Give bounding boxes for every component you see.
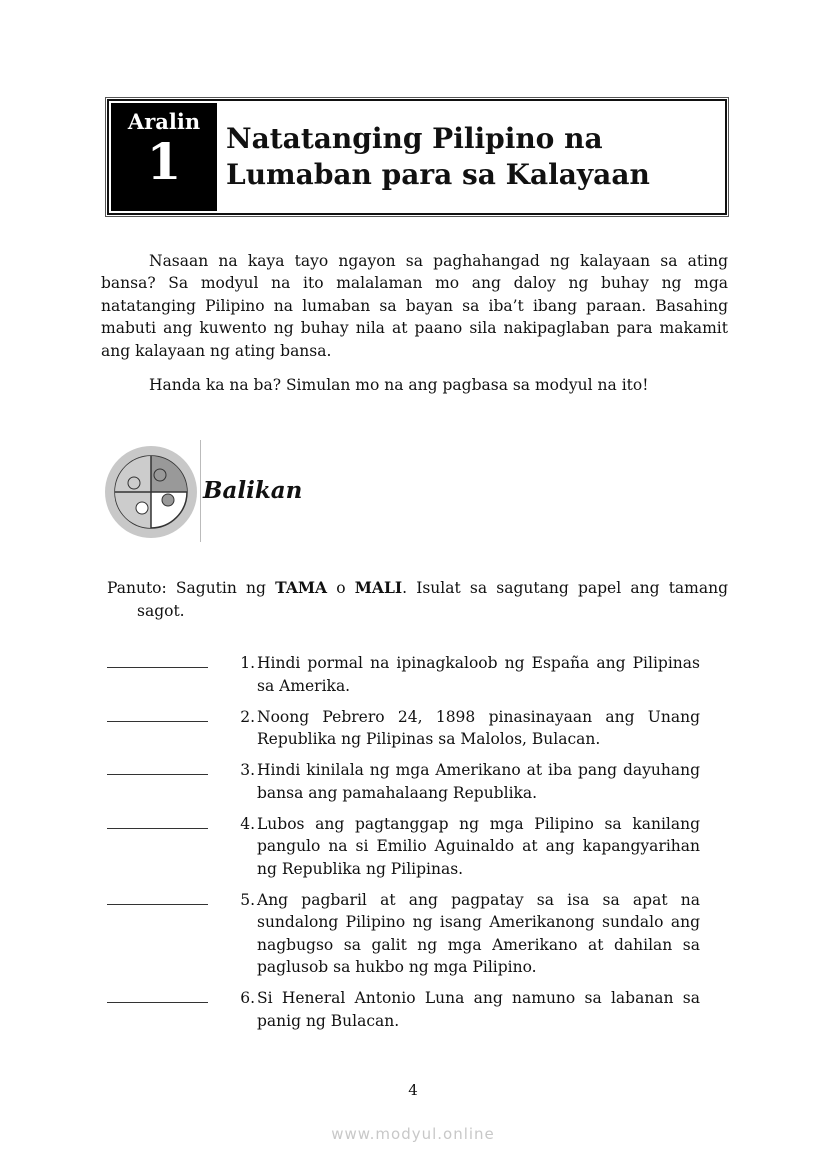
puzzle-icon	[104, 445, 198, 539]
instructions: Panuto: Sagutin ng TAMA o MALI. Isulat sa sagutang papel ang tamang sagot.	[107, 578, 729, 620]
lesson-title	[226, 121, 650, 193]
watermark: www.modyul.online	[331, 1125, 495, 1143]
lesson-label: Aralin	[127, 109, 201, 134]
question-text: Si Heneral Antonio Luna ang namuno sa labanan sa panig ng Bulacan.	[257, 989, 700, 1030]
page-number: 4	[408, 1081, 418, 1099]
question-number: 1.	[240, 654, 255, 672]
question-number: 3.	[240, 761, 255, 779]
question-item	[107, 706, 700, 751]
question-text: Hindi kinilala ng mga Amerikano at iba pang dayuhang bansa ang pamahalaang Republika.	[257, 761, 700, 802]
lesson-badge	[111, 103, 219, 211]
question-item	[107, 889, 700, 979]
question-item	[107, 987, 700, 1032]
question-text: Lubos ang pagtanggap ng mga Pilipino sa kanilang pangulo na si Emilio Aguinaldo at ang kapangyarihan ng Republika ng Pilipinas.	[257, 814, 700, 878]
question-number: 2.	[240, 707, 255, 726]
question-item	[107, 759, 700, 804]
intro-question: Handa ka na ba? Simulan mo na ang pagbasa sa modyul na ito!	[149, 376, 649, 395]
lesson-header	[107, 99, 727, 215]
intro	[101, 250, 728, 396]
section-divider	[200, 440, 201, 542]
section-title: Balikan	[203, 477, 303, 504]
answer-blank	[107, 813, 208, 829]
answer-blank	[107, 987, 208, 1003]
answer-blank	[107, 759, 208, 775]
title-line-1: Natatanging Pilipino na	[226, 122, 603, 155]
intro-paragraph: Nasaan na kaya tayo ngayon sa paghahangad ng kalayaan sa ating bansa? Sa modyul na ito malalaman mo ang daloy ng buhay ng mga natatanging Pilipino na lumaban sa bayan sa iba’t ibang paraan. Basahing mabuti ang kuwento ng buhay nila at paano sila nakipaglaban para makamit ang kalayaan ng ating bansa.	[101, 252, 728, 360]
answer-blank	[107, 706, 208, 722]
question-text: Noong Pebrero 24, 1898 pinasinayaan ang Unang Republika ng Pilipinas sa Malolos, Bulacan.	[257, 707, 700, 748]
question-list	[107, 652, 700, 1041]
question-item	[107, 652, 700, 697]
answer-blank	[107, 889, 208, 905]
answer-blank	[107, 652, 208, 668]
question-item	[107, 813, 700, 881]
question-number: 5.	[240, 890, 255, 909]
question-text: Ang pagbaril at ang pagpatay sa isa sa apat na sundalong Pilipino ng isang Amerikanong sundalo ang nagbugso sa galit ng mga Amerikano at dahilan sa paglusob sa hukbo ng mga Pilipino.	[257, 890, 700, 976]
lesson-number: 1	[146, 132, 182, 191]
question-number: 4.	[240, 814, 255, 833]
question-number: 6.	[240, 989, 255, 1007]
question-text: Hindi pormal na ipinagkaloob ng España ang Pilipinas sa Amerika.	[257, 654, 700, 695]
title-line-2: Lumaban para sa Kalayaan	[226, 158, 650, 191]
